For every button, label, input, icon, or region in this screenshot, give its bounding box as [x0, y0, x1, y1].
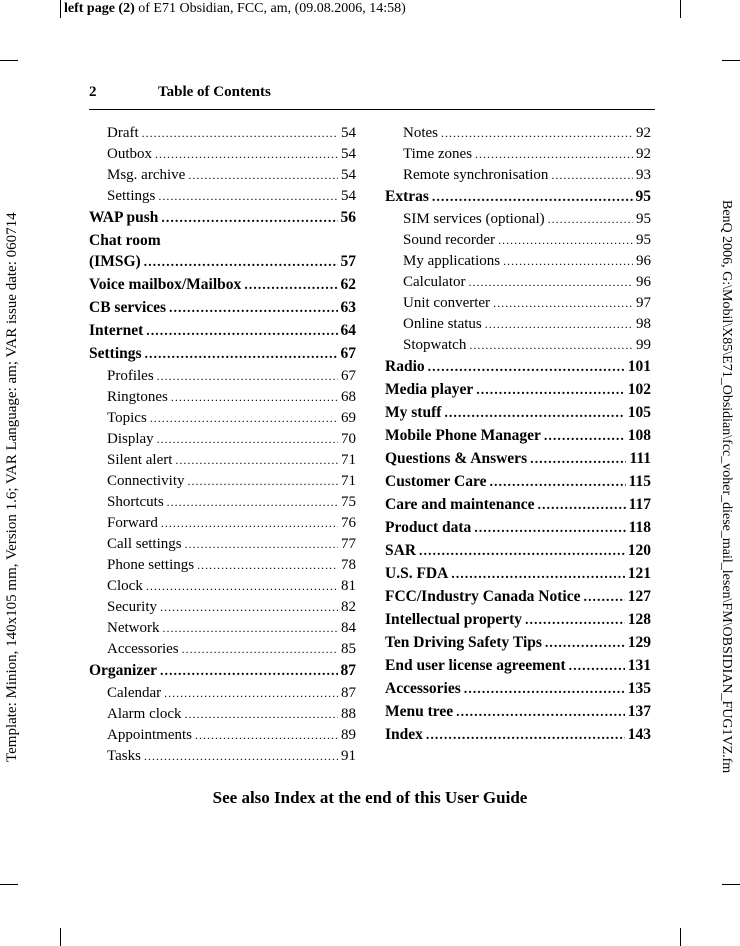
toc-leader-dots [548, 211, 633, 228]
toc-entry[interactable] [89, 748, 356, 769]
toc-entry-page: 97 [636, 295, 651, 311]
toc-entry[interactable] [385, 427, 651, 450]
toc-entry-title: Draft [107, 125, 139, 141]
toc-entry-page: 54 [341, 146, 356, 162]
toc-leader-dots [583, 588, 624, 606]
toc-entry[interactable] [89, 167, 356, 188]
toc-leader-dots [188, 473, 339, 490]
toc-entry-title: Call settings [107, 536, 182, 552]
toc-leader-dots [444, 404, 624, 422]
toc-entry-title: Settings [89, 345, 142, 362]
toc-entry-page: 127 [627, 588, 651, 605]
toc-entry-page: 102 [627, 381, 651, 398]
toc-entry[interactable] [89, 473, 356, 494]
toc-leader-dots [476, 381, 625, 399]
toc-entry[interactable] [89, 276, 356, 299]
toc-entry[interactable] [385, 337, 651, 358]
toc-leader-dots [185, 706, 338, 723]
toc-leader-dots [464, 680, 625, 698]
toc-entry[interactable] [385, 565, 651, 588]
toc-leader-dots [498, 232, 633, 249]
toc-entry-page: 95 [636, 211, 651, 227]
toc-entry[interactable] [385, 588, 651, 611]
toc-leader-dots [146, 322, 337, 340]
toc-entry-page: 81 [341, 578, 356, 594]
toc-entry-title: Ten Driving Safety Tips [385, 634, 542, 651]
toc-entry-title: Mobile Phone Manager [385, 427, 541, 444]
toc-leader-dots [150, 410, 338, 427]
toc-entry-title: Security [107, 599, 157, 615]
toc-entry-page: 62 [340, 276, 356, 293]
toc-leader-dots [155, 146, 338, 163]
toc-entry[interactable] [385, 680, 651, 703]
toc-entry-page: 87 [340, 662, 356, 679]
toc-entry[interactable] [89, 727, 356, 748]
toc-entry[interactable] [89, 368, 356, 389]
toc-leader-dots [175, 452, 338, 469]
toc-leader-dots [157, 368, 338, 385]
page-title: Table of Contents [158, 84, 271, 100]
toc-entry-page: 93 [636, 167, 651, 183]
toc-entry-page: 115 [628, 473, 651, 490]
toc-entry-title: Appointments [107, 727, 192, 743]
toc-leader-dots [188, 167, 338, 184]
toc-entry-page: 82 [341, 599, 356, 615]
toc-entry-title: WAP push [89, 209, 159, 226]
toc-entry-title: Calendar [107, 685, 162, 701]
toc-entry[interactable] [89, 685, 356, 706]
toc-entry[interactable] [89, 188, 356, 209]
toc-entry-page: 68 [341, 389, 356, 405]
toc-entry-title: Outbox [107, 146, 152, 162]
toc-entry-title: SAR [385, 542, 417, 559]
toc-entry[interactable] [385, 496, 651, 519]
file-path-text: BenQ 2006, G:\Mobil\X85\E71_Obsidian\fcc_voher_diese_mail_lesen\FM\OBSIDIAN_FUG1VZ.fm [719, 200, 734, 774]
toc-entry-page: 70 [341, 431, 356, 447]
toc-leader-dots [469, 337, 633, 354]
toc-entry-page: 129 [627, 634, 651, 651]
toc-leader-dots [489, 473, 625, 491]
toc-entry-page: 87 [341, 685, 356, 701]
toc-leader-dots [164, 685, 338, 702]
toc-leader-dots [569, 657, 625, 675]
toc-entry-title: Sound recorder [403, 232, 496, 248]
toc-entry[interactable] [89, 557, 356, 578]
toc-entry-page: 84 [341, 620, 356, 636]
toc-entry[interactable] [89, 232, 356, 253]
toc-entry-page: 76 [341, 515, 356, 531]
toc-entry-page: 111 [629, 450, 651, 467]
toc-entry[interactable] [89, 389, 356, 410]
toc-entry-page: 64 [340, 322, 356, 339]
toc-entry-title: Silent alert [107, 452, 173, 468]
toc-entry[interactable] [385, 125, 651, 146]
print-header-bold: left page (2) [64, 1, 135, 16]
toc-entry[interactable] [385, 404, 651, 427]
toc-entry[interactable] [385, 211, 651, 232]
toc-leader-dots [182, 641, 338, 658]
toc-entry-page: 71 [341, 473, 356, 489]
toc-entry-page: 95 [636, 232, 651, 248]
template-info-text: Template: Minion, 140x105 mm, Version 1.6; VAR Language: am; VAR issue date: 060714 [4, 212, 20, 762]
toc-leader-dots [503, 253, 633, 270]
toc-entry-title: Alarm clock [107, 706, 182, 722]
toc-entry-page: 121 [627, 565, 651, 582]
toc-entry-title: Phone settings [107, 557, 195, 573]
toc-leader-dots [545, 634, 625, 652]
toc-leader-dots [161, 515, 338, 532]
print-header [64, 1, 406, 17]
toc-entry-title: Stopwatch [403, 337, 467, 353]
toc-entry-page: 96 [636, 253, 651, 269]
toc-entry-page: 108 [627, 427, 651, 444]
toc-leader-dots [145, 345, 338, 363]
toc-leader-dots [456, 703, 625, 721]
toc-entry-title: Notes [403, 125, 438, 141]
toc-entry-title: Radio [385, 358, 425, 375]
toc-entry-page: 67 [340, 345, 356, 362]
toc-entry-page: 128 [627, 611, 651, 628]
toc-entry-title: Unit converter [403, 295, 491, 311]
toc-entry-title: Customer Care [385, 473, 487, 490]
toc-entry[interactable] [89, 620, 356, 641]
crop-mark [60, 928, 61, 946]
toc-entry[interactable] [89, 299, 356, 322]
toc-entry[interactable] [89, 536, 356, 557]
toc-entry[interactable] [385, 274, 651, 295]
toc-entry[interactable] [385, 253, 651, 274]
toc-entry-page: 135 [627, 680, 651, 697]
toc-leader-dots [432, 188, 633, 206]
toc-leader-dots [451, 565, 624, 583]
toc-entry[interactable] [385, 188, 651, 211]
toc-leader-dots [171, 389, 338, 406]
toc-entry-page: 137 [627, 703, 651, 720]
toc-entry-title: Online status [403, 316, 482, 332]
toc-leader-dots [161, 209, 337, 227]
toc-entry[interactable] [89, 322, 356, 345]
toc-entry-title: Connectivity [107, 473, 185, 489]
toc-entry-title: Menu tree [385, 703, 454, 720]
toc-leader-dots [475, 146, 633, 163]
toc-entry[interactable] [89, 578, 356, 599]
toc-entry[interactable] [89, 146, 356, 167]
toc-entry-title: Topics [107, 410, 147, 426]
toc-entry[interactable] [385, 167, 651, 188]
toc-entry-title: Network [107, 620, 160, 636]
crop-mark [0, 60, 18, 61]
toc-leader-dots [525, 611, 625, 629]
toc-entry-title: SIM services (optional) [403, 211, 545, 227]
toc-leader-dots [160, 599, 338, 616]
toc-entry-title: U.S. FDA [385, 565, 449, 582]
toc-entry-title: Intellectual property [385, 611, 523, 628]
header-rule [89, 109, 655, 110]
toc-entry-title: My stuff [385, 404, 442, 421]
toc-entry-page: 57 [340, 253, 356, 270]
toc-entry-title: FCC/Industry Canada Notice [385, 588, 581, 605]
toc-leader-dots [493, 295, 633, 312]
toc-leader-dots [419, 542, 625, 560]
toc-entry-page: 101 [627, 358, 651, 375]
toc-leader-dots [163, 620, 339, 637]
toc-entry[interactable] [385, 146, 651, 167]
toc-leader-dots [144, 748, 338, 765]
toc-entry[interactable] [89, 410, 356, 431]
page-number: 2 [89, 84, 97, 100]
toc-entry-title: Chat room [89, 232, 161, 249]
toc-entry[interactable] [385, 703, 651, 726]
toc-entry[interactable] [385, 634, 651, 657]
toc-entry[interactable] [385, 473, 651, 496]
toc-entry-page: 96 [636, 274, 651, 290]
toc-entry[interactable] [385, 358, 651, 381]
toc-entry[interactable] [89, 209, 356, 232]
toc-entry-page: 118 [628, 519, 651, 536]
toc-entry[interactable] [89, 706, 356, 727]
toc-entry-title: Forward [107, 515, 158, 531]
toc-entry[interactable] [385, 381, 651, 404]
toc-leader-dots [144, 253, 338, 271]
toc-entry-title: Shortcuts [107, 494, 164, 510]
crop-mark [722, 60, 740, 61]
crop-mark [60, 0, 61, 18]
toc-entry-page: 92 [636, 146, 651, 162]
crop-mark [0, 884, 18, 885]
toc-entry-page: 71 [341, 452, 356, 468]
toc-entry-page: 54 [341, 167, 356, 183]
toc-leader-dots [426, 726, 625, 744]
toc-leader-dots [158, 188, 338, 205]
toc-entry-title: Organizer [89, 662, 158, 679]
toc-entry-page: 143 [627, 726, 651, 743]
toc-leader-dots [544, 427, 625, 445]
toc-entry-page: 67 [341, 368, 356, 384]
toc-leader-dots [167, 494, 338, 511]
toc-entry-page: 54 [341, 188, 356, 204]
print-header-rest: of E71 Obsidian, FCC, am, (09.08.2006, 14:58) [134, 1, 406, 16]
toc-entry-title: Remote synchronisation [403, 167, 549, 183]
toc-entry-title: Calculator [403, 274, 466, 290]
toc-entry-title: Ringtones [107, 389, 168, 405]
toc-entry-title: End user license agreement [385, 657, 566, 674]
toc-leader-dots [428, 358, 625, 376]
toc-entry-title: (IMSG) [89, 253, 141, 270]
footer-note: See also Index at the end of this User Guide [212, 788, 528, 807]
toc-entry-page: 56 [340, 209, 356, 226]
toc-entry-title: Profiles [107, 368, 154, 384]
toc-entry-title: Questions & Answers [385, 450, 528, 467]
toc-entry-page: 99 [636, 337, 651, 353]
crop-mark [680, 0, 681, 18]
toc-entry-page: 105 [627, 404, 651, 421]
toc-entry[interactable] [89, 662, 356, 685]
toc-entry-page: 92 [636, 125, 651, 141]
toc-entry-page: 91 [341, 748, 356, 764]
toc-entry-page: 131 [627, 657, 651, 674]
crop-mark [680, 928, 681, 946]
toc-entry-page: 88 [341, 706, 356, 722]
toc-leader-dots [169, 299, 337, 317]
toc-entry[interactable] [385, 295, 651, 316]
toc-entry[interactable] [89, 599, 356, 620]
toc-entry-title: Accessories [385, 680, 461, 697]
toc-column-right [385, 125, 651, 749]
toc-leader-dots [538, 496, 626, 514]
toc-entry[interactable] [89, 515, 356, 536]
toc-entry[interactable] [385, 611, 651, 634]
toc-entry-title: Tasks [107, 748, 141, 764]
toc-entry-title: Msg. archive [107, 167, 186, 183]
template-info-vertical [2, 62, 26, 762]
toc-entry-title: Settings [107, 188, 156, 204]
toc-entry-title: Care and maintenance [385, 496, 535, 513]
toc-entry-page: 117 [628, 496, 651, 513]
toc-leader-dots [530, 450, 626, 468]
toc-entry[interactable] [89, 253, 356, 276]
toc-entry-title: CB services [89, 299, 167, 316]
toc-entry-page: 78 [341, 557, 356, 573]
toc-entry-page: 98 [636, 316, 651, 332]
toc-entry-page: 69 [341, 410, 356, 426]
toc-entry-title: Internet [89, 322, 144, 339]
toc-column-left [89, 125, 356, 769]
toc-entry[interactable] [385, 450, 651, 473]
toc-entry[interactable] [89, 641, 356, 662]
toc-entry[interactable] [385, 726, 651, 749]
toc-entry[interactable] [385, 232, 651, 253]
toc-leader-dots [160, 662, 337, 680]
toc-entry-title: Clock [107, 578, 143, 594]
toc-entry-title: Accessories [107, 641, 179, 657]
toc-leader-dots [468, 274, 633, 291]
toc-leader-dots [195, 727, 338, 744]
toc-entry[interactable] [385, 519, 651, 542]
toc-entry-title: Extras [385, 188, 429, 205]
toc-leader-dots [185, 536, 338, 553]
toc-entry-title: Time zones [403, 146, 473, 162]
toc-entry-title: Index [385, 726, 423, 743]
toc-entry-page: 77 [341, 536, 356, 552]
toc-leader-dots [441, 125, 633, 142]
toc-entry[interactable] [89, 345, 356, 368]
toc-leader-dots [142, 125, 338, 142]
toc-entry-page: 54 [341, 125, 356, 141]
toc-leader-dots [551, 167, 633, 184]
toc-entry-title: Product data [385, 519, 472, 536]
toc-entry-page: 63 [340, 299, 356, 316]
toc-entry-page: 89 [341, 727, 356, 743]
toc-entry[interactable] [385, 657, 651, 680]
toc-entry-title: Voice mailbox/Mailbox [89, 276, 242, 293]
toc-entry[interactable] [89, 494, 356, 515]
toc-entry-page: 75 [341, 494, 356, 510]
toc-leader-dots [474, 519, 625, 537]
toc-entry[interactable] [89, 452, 356, 473]
toc-leader-dots [157, 431, 338, 448]
toc-entry[interactable] [89, 431, 356, 452]
toc-entry[interactable] [385, 316, 651, 337]
toc-entry-title: Media player [385, 381, 474, 398]
toc-entry-page: 95 [635, 188, 651, 205]
toc-entry-title: My applications [403, 253, 501, 269]
toc-entry-page: 120 [627, 542, 651, 559]
toc-leader-dots [244, 276, 337, 294]
toc-entry-page: 85 [341, 641, 356, 657]
toc-entry[interactable] [385, 542, 651, 565]
toc-entry[interactable] [89, 125, 356, 146]
toc-leader-dots [485, 316, 633, 333]
toc-leader-dots [197, 557, 338, 574]
toc-leader-dots [146, 578, 338, 595]
toc-entry-title: Display [107, 431, 154, 447]
